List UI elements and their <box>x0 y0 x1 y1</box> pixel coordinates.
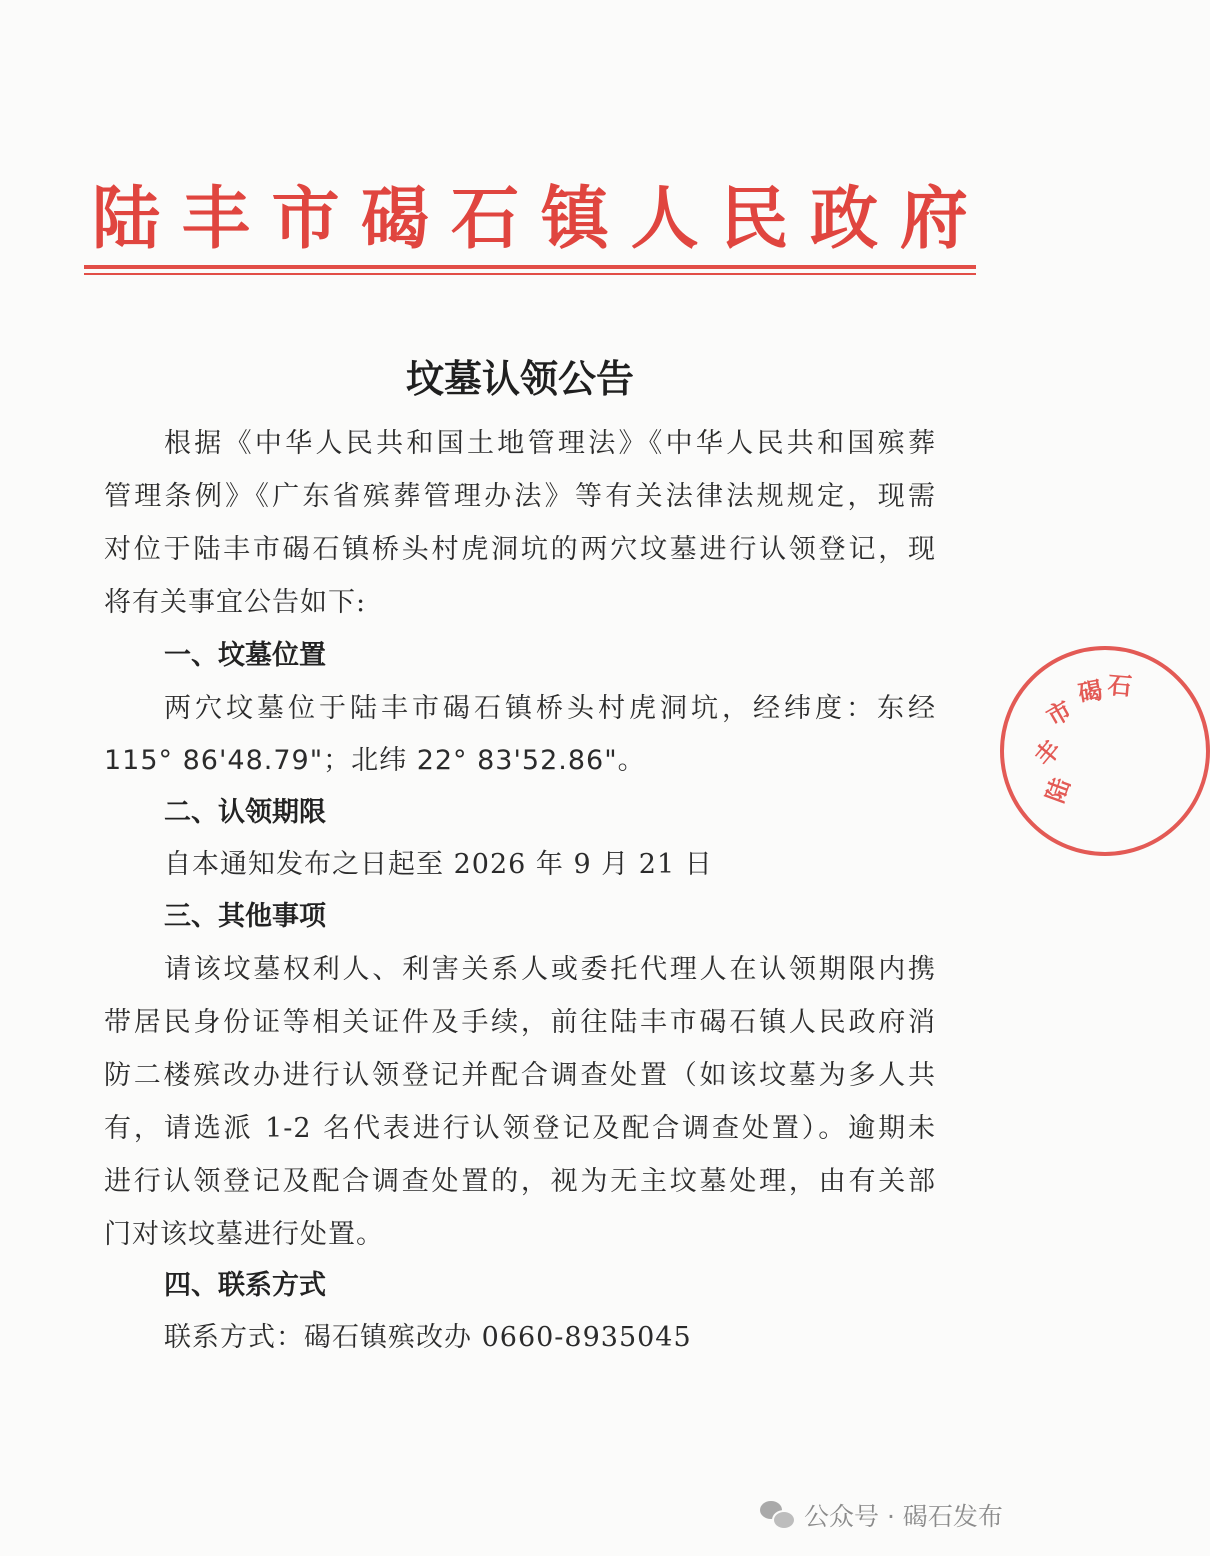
letterhead-char: 石 <box>451 178 520 259</box>
coordinates-line: 115° 86'48.79"；北纬 22° 83'52.86"。 <box>104 745 646 776</box>
other-line: 请该坟墓权利人、利害关系人或委托代理人在认领期限内携 <box>164 954 936 985</box>
other-line: 进行认领登记及配合调查处置的，视为无主坟墓处理，由有关部 <box>104 1166 936 1197</box>
official-seal <box>1000 646 1210 856</box>
seal-char: 碣 <box>1076 675 1105 708</box>
section-heading-period: 二、认领期限 <box>164 797 326 828</box>
contact-line: 联系方式：碣石镇殡改办 0660-8935045 <box>164 1322 692 1353</box>
letterhead-char: 市 <box>271 178 340 259</box>
letterhead-char: 镇 <box>540 178 609 259</box>
other-line: 带居民身份证等相关证件及手续，前往陆丰市碣石镇人民政府消 <box>104 1007 936 1038</box>
other-line: 门对该坟墓进行处置。 <box>104 1219 384 1250</box>
letterhead-char: 政 <box>810 178 879 259</box>
letterhead-divider-thick <box>84 265 976 269</box>
other-line: 防二楼殡改办进行认领登记并配合调查处置（如该坟墓为多人共 <box>104 1060 936 1091</box>
location-line: 两穴坟墓位于陆丰市碣石镇桥头村虎洞坑，经纬度：东经 <box>164 693 936 724</box>
seal-char: 丰 <box>1028 734 1067 772</box>
letterhead-divider-thin <box>84 273 976 275</box>
intro-line: 对位于陆丰市碣石镇桥头村虎洞坑的两穴坟墓进行认领登记，现 <box>104 534 936 565</box>
section-heading-other: 三、其他事项 <box>164 901 326 932</box>
intro-line: 将有关事宜公告如下: <box>104 587 367 618</box>
letterhead-char: 民 <box>720 178 789 259</box>
government-letterhead <box>86 168 974 258</box>
letterhead-char: 丰 <box>181 178 250 259</box>
letterhead-char: 府 <box>899 178 968 259</box>
period-line: 自本通知发布之日起至 2026 年 9 月 21 日 <box>164 849 713 880</box>
seal-char: 市 <box>1041 694 1077 732</box>
section-heading-contact: 四、联系方式 <box>164 1270 326 1301</box>
section-heading-location: 一、坟墓位置 <box>164 640 326 671</box>
other-line: 有，请选派 1-2 名代表进行认领登记及配合调查处置）。逾期未 <box>104 1113 936 1144</box>
seal-char: 陆 <box>1040 773 1076 807</box>
watermark-text: 公众号 · 碣石发布 <box>804 1502 1003 1531</box>
intro-line: 根据《中华人民共和国土地管理法》《中华人民共和国殡葬 <box>164 428 936 459</box>
seal-char: 石 <box>1106 670 1134 701</box>
letterhead-char: 碣 <box>361 178 430 259</box>
wechat-icon <box>760 1501 794 1529</box>
letterhead-char: 陆 <box>91 178 160 259</box>
wechat-watermark <box>760 1495 1003 1535</box>
letterhead-char: 人 <box>630 178 699 259</box>
notice-title: 坟墓认领公告 <box>405 357 634 401</box>
intro-line: 管理条例》《广东省殡葬管理办法》等有关法律法规规定，现需 <box>104 481 936 512</box>
